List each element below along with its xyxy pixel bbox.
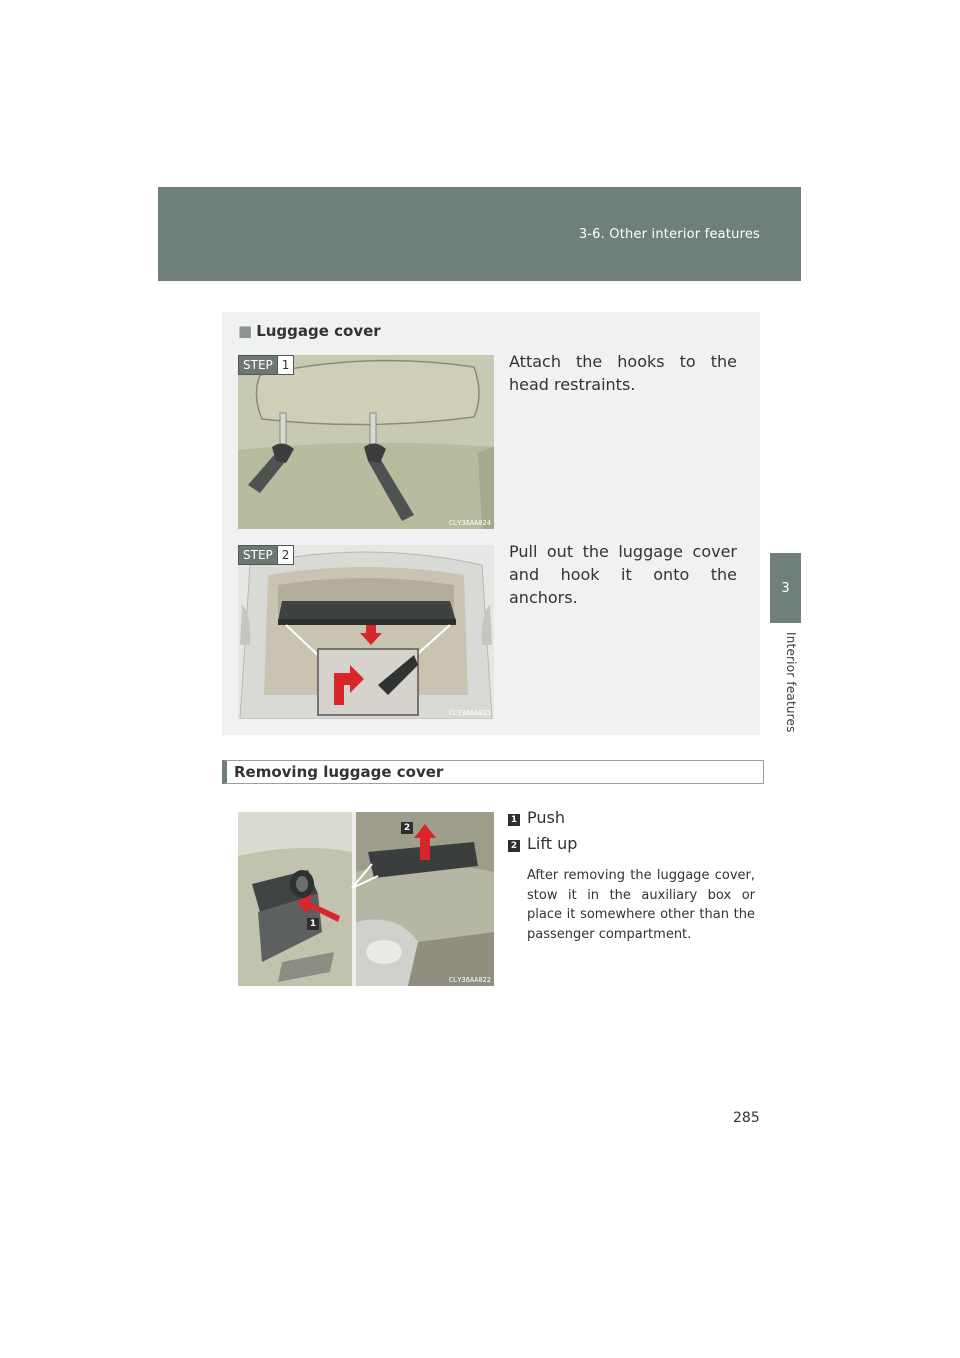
step1-text: Attach the hooks to the head restraints. [509,352,737,394]
section-path: 3-6. Other interior features [578,227,760,242]
step-marker: 2 [508,840,520,852]
chapter-label: Interior features [784,632,798,733]
chapter-tab[interactable]: 3 [770,553,801,623]
step1-illustration [238,355,494,529]
image-code: CLY36AA024 [448,519,491,527]
luggage-cover-box [222,312,760,735]
step-badge-label: STEP [243,358,273,372]
step2-text: Pull out the luggage cover and hook it onto the anchors. [509,542,737,607]
step-badge-number: 2 [277,546,294,564]
header-band [158,187,801,281]
section-heading-removing [222,760,764,784]
image-code: CLY36AA022 [448,976,491,984]
step-marker: 1 [508,814,520,826]
headrest-illustration [238,355,494,529]
callout-2-marker: 2 [401,822,413,834]
image-code: CLY36AA025 [448,709,491,717]
box-title [238,322,381,340]
removal-note: After removing the luggage cover, stow it in the auxiliary box or place it somewhere other than the passenger compartment. [527,868,755,942]
step2-illustration [238,545,494,719]
step-text: Push [527,808,565,827]
luggage-cover-removal-illustration [238,812,494,986]
step2-badge [238,545,294,565]
step-text: Lift up [527,834,578,853]
removing-illustration [238,812,494,986]
page-number: 285 [733,1110,760,1126]
square-bullet-icon: ■ [238,322,253,340]
section-heading-text: Removing luggage cover [234,763,444,781]
cargo-area-illustration [238,545,494,719]
step-badge-number: 1 [277,356,294,374]
box-title-text: Luggage cover [256,322,381,340]
callout-1-marker: 1 [307,918,319,930]
step-badge-label: STEP [243,548,273,562]
step1-badge [238,355,294,375]
